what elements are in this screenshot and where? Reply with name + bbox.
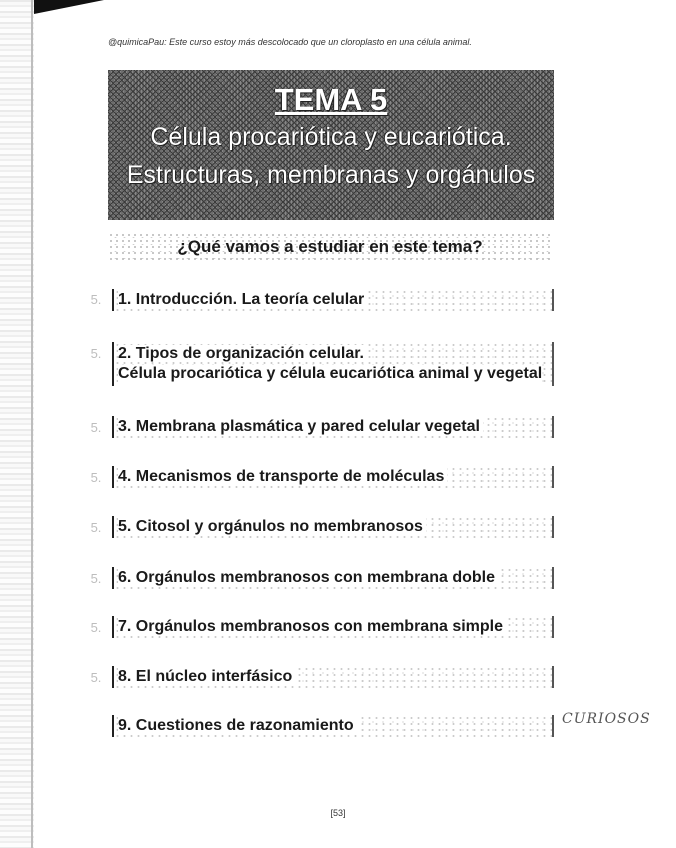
topic-label: 8. El núcleo interfásico [118,668,295,685]
margin-mark: 5. [90,620,102,635]
topic-item-3 [112,416,554,438]
topic-item-4 [112,466,554,488]
title-banner [108,70,554,220]
margin-mark: 5. [90,670,102,685]
topic-label: 3. Membrana plasmática y pared celular vegetal [118,418,483,435]
topic-item-5 [112,516,554,538]
margin-mark: 5. [90,346,102,361]
scan-edge-line [31,0,33,848]
side-handwritten-word: CURIOSOS [562,711,651,727]
header-note: @quimicaPau: Este curso estoy más descolocado que un cloroplasto en una célula animal. [108,37,472,47]
topic-label: 2. Tipos de organización celular. [118,345,367,362]
topic-item-8 [112,666,554,688]
margin-mark: 5. [90,571,102,586]
title-line-2: Estructuras, membranas y orgánulos [126,161,536,189]
topic-label: 5. Citosol y orgánulos no membranosos [118,518,426,535]
topic-item-6 [112,567,554,589]
topic-label: 7. Orgánulos membranosos con membrana simple [118,618,506,635]
title-line-1: Célula procariótica y eucariótica. [150,123,512,151]
study-question: ¿Qué vamos a estudiar en este tema? [108,232,552,262]
topic-item-2 [112,342,554,386]
margin-mark: 5. [90,470,102,485]
topic-item-7 [112,616,554,638]
topic-label: 1. Introducción. La teoría celular [118,291,367,308]
topic-label: 6. Orgánulos membranosos con membrana doble [118,569,498,586]
margin-mark: 5. [90,520,102,535]
topic-item-1 [112,289,554,311]
topic-item-9 [112,715,554,737]
topic-label: 9. Cuestiones de razonamiento [118,717,357,734]
scan-corner-mark [34,0,104,14]
page-number: [53] [330,808,346,818]
scan-edge [0,0,34,848]
tema-heading: TEMA 5 [274,82,388,117]
margin-mark: 5. [90,420,102,435]
margin-mark: 5. [90,292,102,307]
topic-label-2: Célula procariótica y célula eucariótica animal y vegetal [118,365,543,382]
topic-label: 4. Mecanismos de transporte de moléculas [118,468,447,485]
